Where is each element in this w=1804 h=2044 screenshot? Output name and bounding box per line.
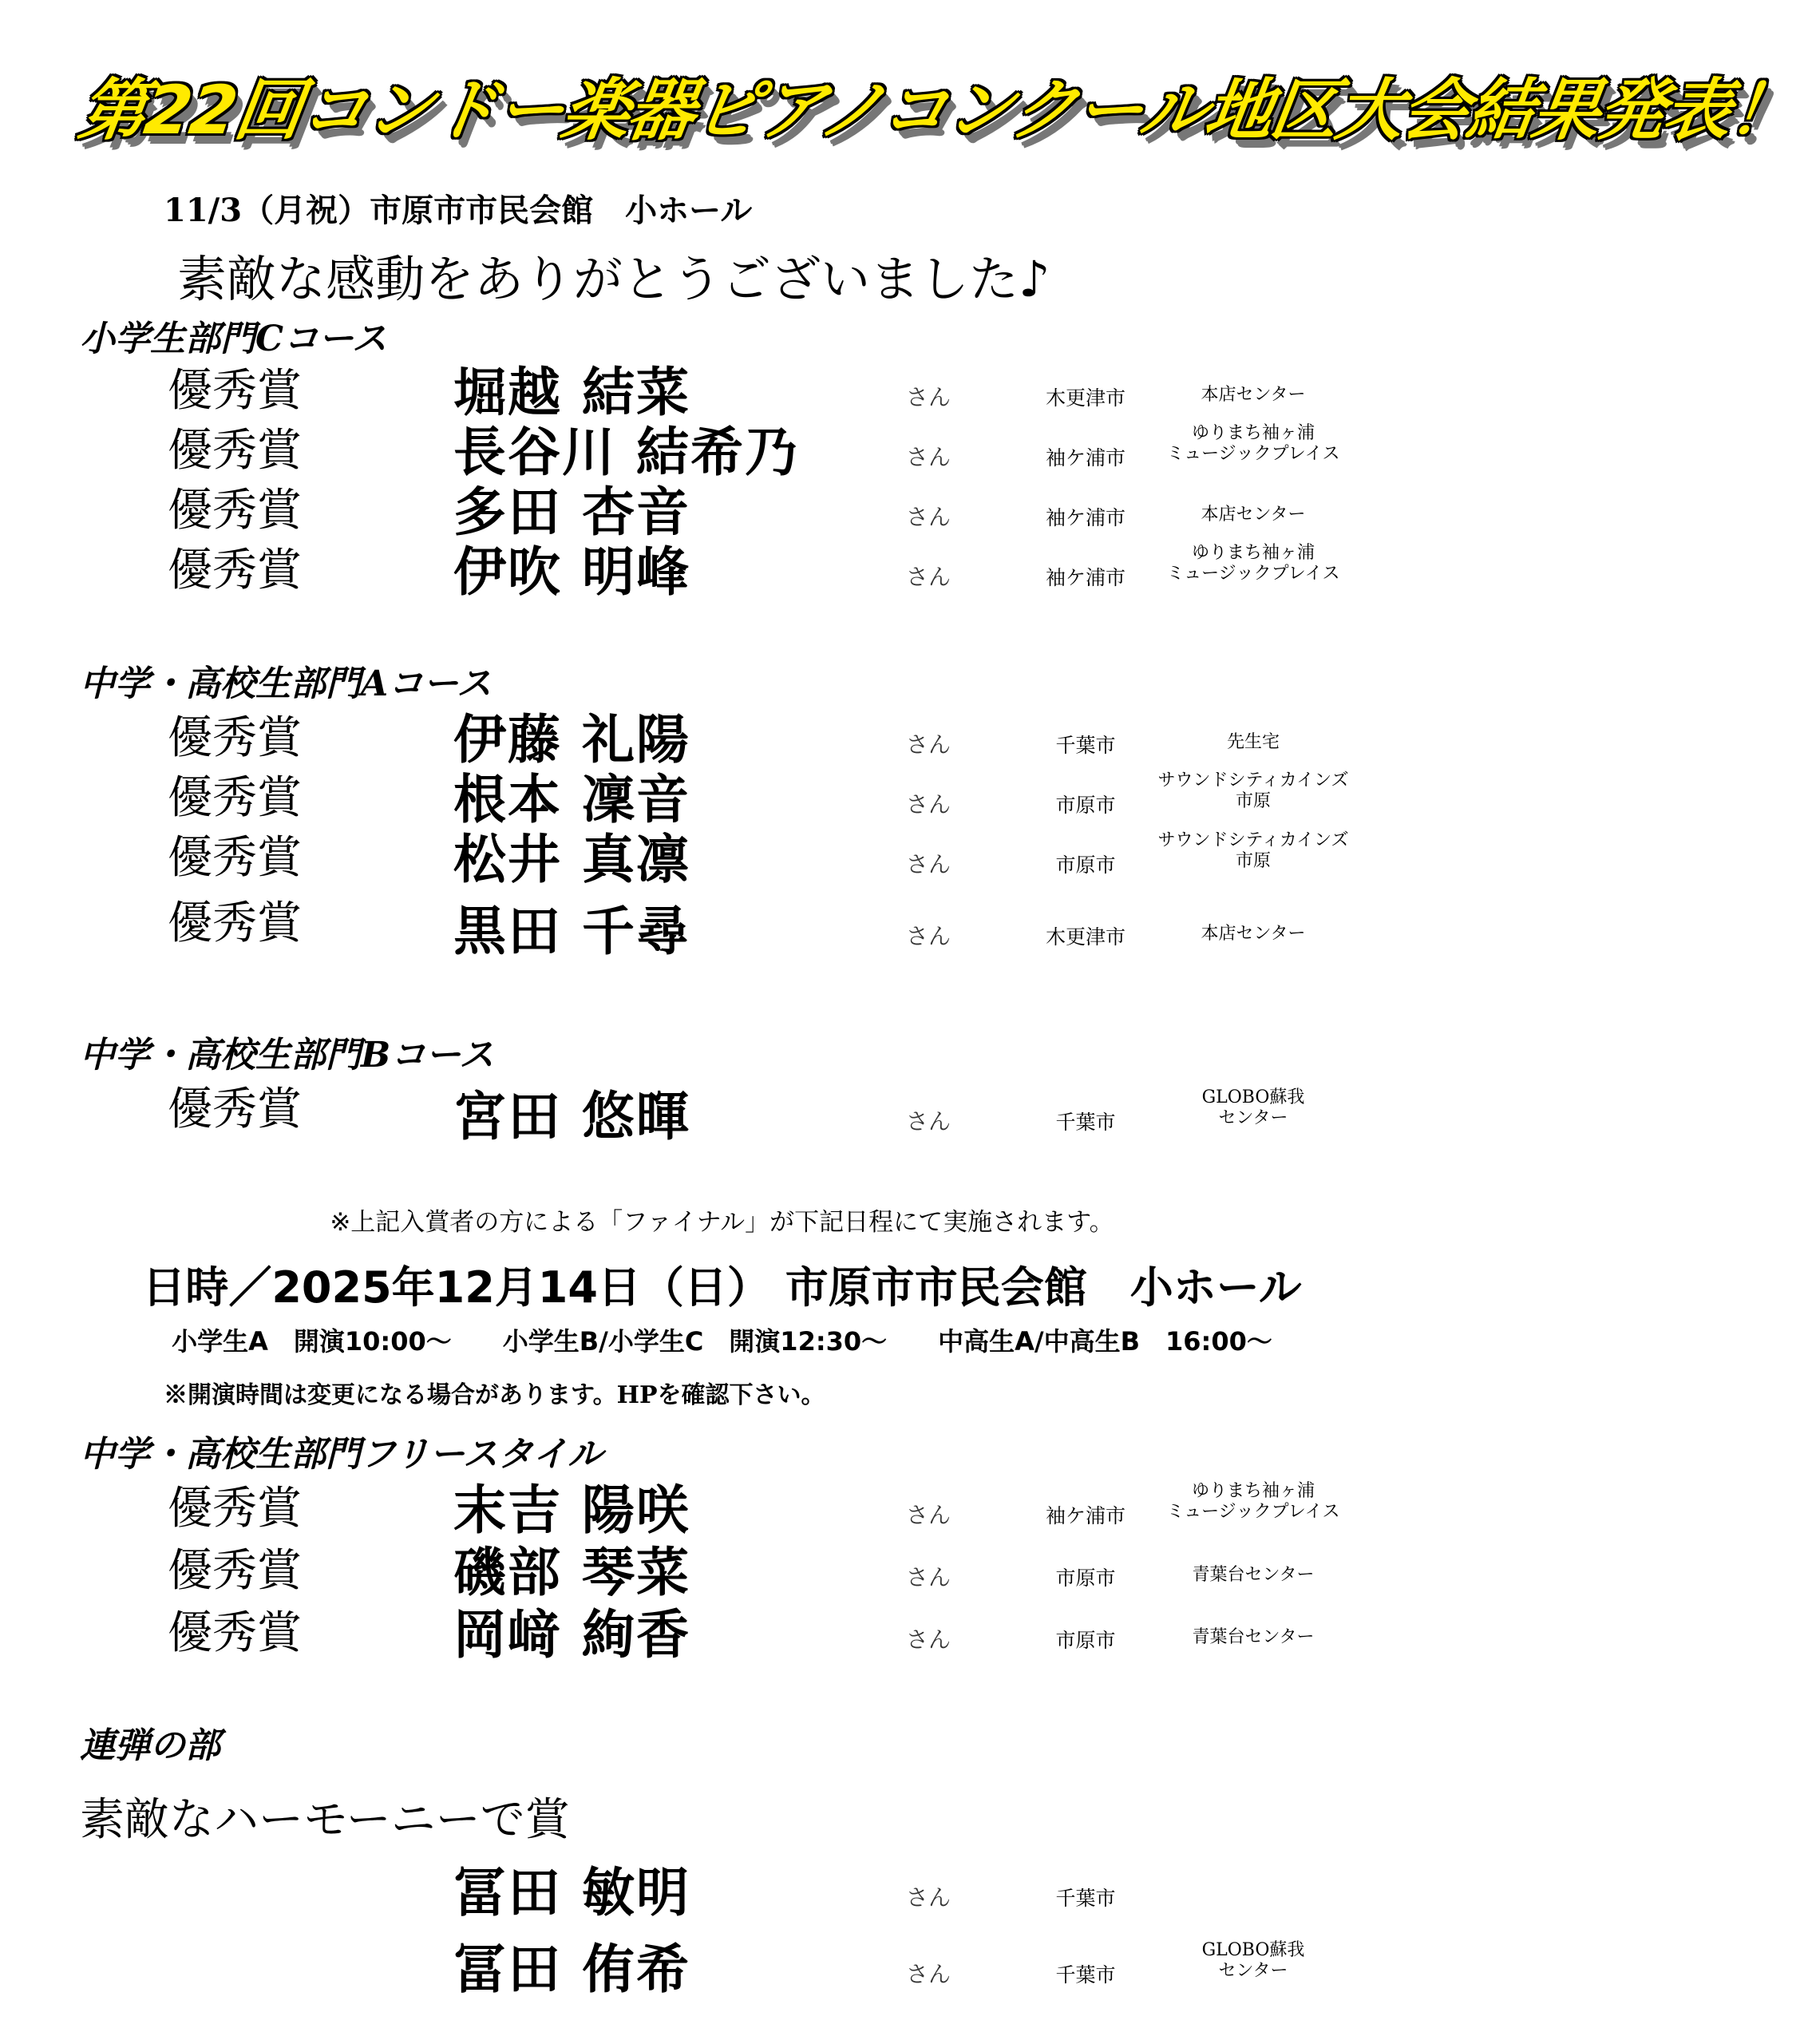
honorific: さん	[906, 1626, 951, 1653]
section-title-elementary-c: 小学生部門Cコース	[80, 319, 387, 359]
winner-city: 千葉市	[1055, 1111, 1116, 1134]
winner-store: GLOBO蘇我 センター	[1201, 1940, 1305, 1981]
award-label: 優秀賞	[168, 772, 302, 824]
honorific: さん	[906, 851, 951, 877]
winner-city: 袖ケ浦市	[1045, 446, 1126, 469]
winner-name: 宮田 悠暉	[453, 1085, 690, 1147]
winner-store: サウンドシティカインズ 市原	[1157, 770, 1349, 811]
award-label: 優秀賞	[168, 485, 302, 537]
winner-city: 千葉市	[1055, 734, 1116, 757]
thanks-message: 素敵な感動をありがとうございました♪	[177, 250, 1050, 308]
winner-name: 冨田 敏明	[453, 1861, 690, 1923]
winner-city: 袖ケ浦市	[1045, 1504, 1126, 1527]
award-label: 優秀賞	[168, 545, 302, 596]
honorific: さん	[906, 384, 951, 410]
winner-name: 根本 凜音	[453, 768, 690, 830]
banner-title: 第22回コンドー楽器ピアノコンクール地区大会結果発表！	[74, 71, 1801, 149]
honorific: さん	[906, 923, 951, 949]
honorific: さん	[906, 1108, 951, 1135]
honorific: さん	[906, 1564, 951, 1590]
winner-store: サウンドシティカインズ 市原	[1157, 830, 1349, 871]
award-label: 優秀賞	[168, 1483, 302, 1535]
winner-name: 伊吹 明峰	[453, 541, 690, 603]
winner-name: 黒田 千尋	[453, 900, 690, 962]
winner-city: 木更津市	[1045, 925, 1126, 949]
finals-caution: ※開演時間は変更になる場合があります。HPを確認下さい。	[164, 1381, 825, 1409]
winner-store: GLOBO蘇我 センター	[1201, 1087, 1305, 1128]
event-date-venue: 11/3（月祝）市原市市民会館 小ホール	[164, 192, 753, 229]
award-label-harmony: 素敵なハーモーニーで賞	[80, 1794, 570, 1846]
winner-city: 袖ケ浦市	[1045, 566, 1126, 589]
honorific: さん	[906, 444, 951, 470]
winner-name: 岡﨑 絢香	[453, 1603, 690, 1666]
winner-store: 青葉台センター	[1192, 1627, 1315, 1647]
winner-name: 堀越 結菜	[453, 361, 690, 423]
award-label: 優秀賞	[168, 712, 302, 764]
finals-date-venue: 日時／2025年12月14日（日） 市原市市民会館 小ホール	[142, 1262, 1302, 1313]
finals-times: 小学生A 開演10:00～ 小学生B/小学生C 開演12:30～ 中高生A/中高生B 16:00～	[172, 1326, 1272, 1357]
finals-note: ※上記入賞者の方による「ファイナル」が下記日程にて実施されます。	[330, 1208, 1114, 1237]
winner-name: 磯部 琴菜	[453, 1541, 690, 1603]
honorific: さん	[906, 564, 951, 590]
winner-city: 千葉市	[1055, 1963, 1116, 1987]
section-title-duet: 連弾の部	[80, 1725, 220, 1766]
winner-name: 多田 杏音	[453, 481, 690, 543]
award-label: 優秀賞	[168, 832, 302, 884]
winner-city: 袖ケ浦市	[1045, 506, 1126, 529]
winner-city: 市原市	[1055, 854, 1116, 877]
award-label: 優秀賞	[168, 1607, 302, 1659]
section-title-junior-high-free: 中学・高校生部門フリースタイル	[80, 1434, 603, 1475]
winner-name: 末吉 陽咲	[453, 1479, 690, 1541]
winner-store: 本店センター	[1201, 924, 1306, 944]
winner-store: 本店センター	[1201, 505, 1306, 525]
winner-store: ゆりまち袖ヶ浦 ミュージックプレイス	[1166, 423, 1340, 464]
winner-name: 長谷川 結希乃	[453, 421, 799, 483]
award-label: 優秀賞	[168, 425, 302, 477]
winner-city: 市原市	[1055, 794, 1116, 817]
winner-store: ゆりまち袖ヶ浦 ミュージックプレイス	[1166, 1481, 1340, 1522]
honorific: さん	[906, 1961, 951, 1987]
winner-store: 先生宅	[1226, 732, 1280, 752]
award-label: 優秀賞	[168, 1083, 302, 1135]
honorific: さん	[906, 731, 951, 758]
honorific: さん	[906, 791, 951, 818]
award-label: 優秀賞	[168, 897, 302, 949]
winner-city: 千葉市	[1055, 1887, 1116, 1910]
winner-store: ゆりまち袖ヶ浦 ミュージックプレイス	[1166, 543, 1340, 584]
section-title-junior-high-a: 中学・高校生部門Aコース	[80, 664, 492, 704]
winner-city: 市原市	[1055, 1567, 1116, 1590]
honorific: さん	[906, 1884, 951, 1911]
winner-name: 伊藤 礼陽	[453, 708, 690, 770]
winner-city: 木更津市	[1045, 386, 1126, 410]
award-label: 優秀賞	[168, 1545, 302, 1597]
honorific: さん	[906, 504, 951, 530]
winner-store: 本店センター	[1201, 385, 1306, 405]
honorific: さん	[906, 1502, 951, 1528]
winner-name: 松井 真凛	[453, 828, 690, 890]
winner-store: 青葉台センター	[1192, 1565, 1315, 1585]
winner-city: 市原市	[1055, 1629, 1116, 1652]
award-label: 優秀賞	[168, 365, 302, 417]
winner-name: 冨田 侑希	[453, 1938, 690, 2000]
section-title-junior-high-b: 中学・高校生部門Bコース	[80, 1035, 494, 1075]
